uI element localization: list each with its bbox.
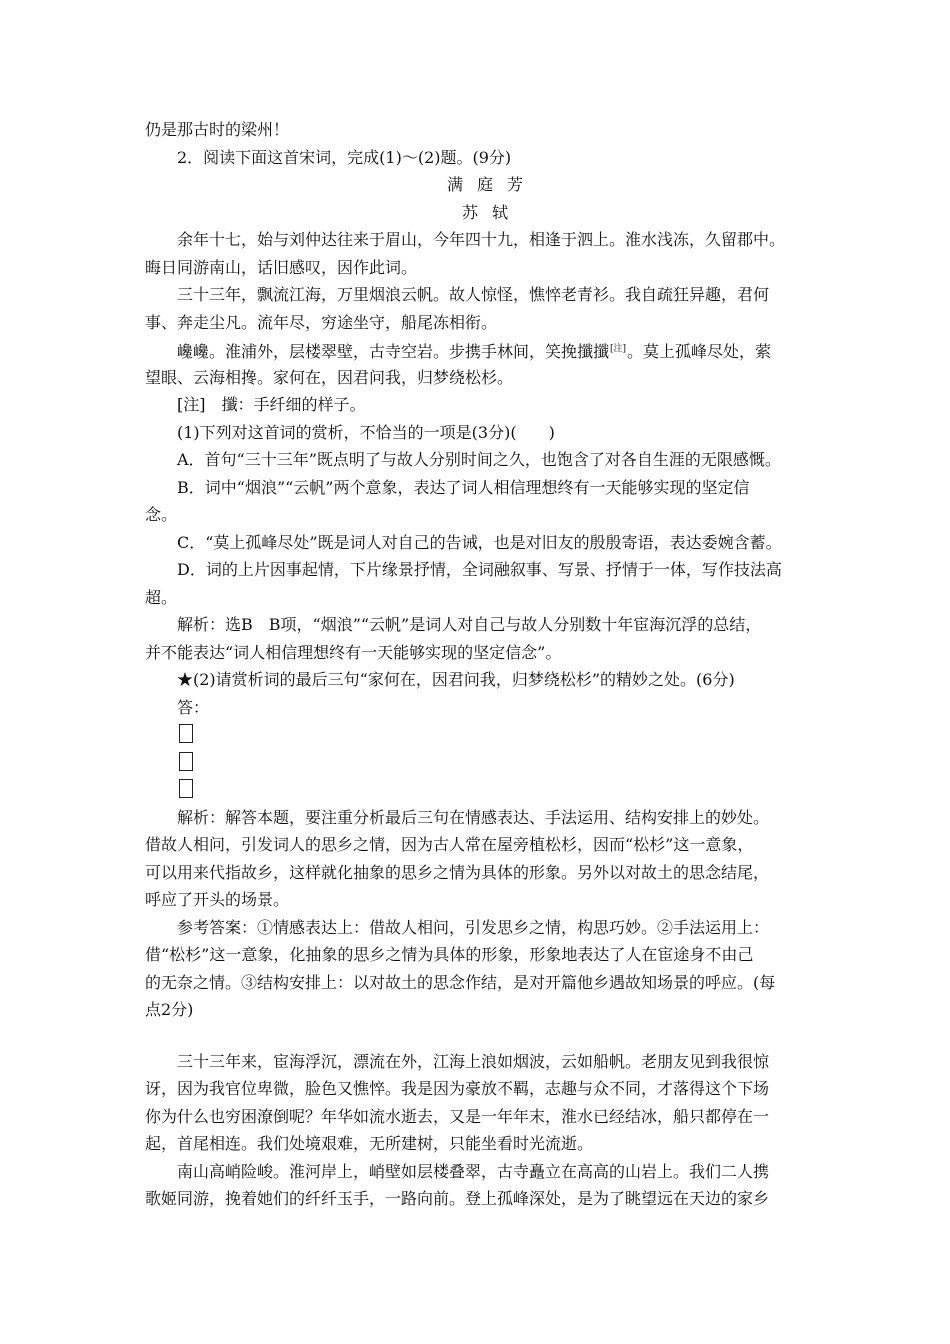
option-c: C．“莫上孤峰尽处”既是词人对自己的告诫，也是对旧友的殷殷寄语，表达委婉含蓄。 xyxy=(177,532,782,552)
option-d-cont: 超。 xyxy=(145,587,178,607)
sub-question: (1)下列对这首词的赏析，不恰当的一项是(3分)( ) xyxy=(177,422,555,442)
translation-line: 起，首尾相连。我们处境艰难，无所建树，只能坐看时光流逝。 xyxy=(145,1134,594,1153)
answer-label: 答： xyxy=(177,697,210,717)
answer-box xyxy=(179,724,193,743)
translation-line: 你为什么也穷困潦倒呢？年华如流水逝去，又是一年年末，淮水已经结冰，船只都停在一 xyxy=(145,1106,770,1126)
analysis-line: 解析：解答本题，要注重分析最后三句在情感表达、手法运用、结构安排上的妙处。 xyxy=(177,807,770,827)
analysis-line: 可以用来代指故乡，这样就化抽象的思乡之情为具体的形象。另外以对故土的思念结尾， xyxy=(145,862,770,882)
text-line: 仍是那古时的梁州！ xyxy=(145,120,290,139)
question-heading: 2．阅读下面这首宋词，完成(1)～(2)题。(9分) xyxy=(177,147,512,167)
analysis-line: 呼应了开头的场景。 xyxy=(145,890,290,909)
answer-box-line xyxy=(145,776,825,804)
sub-question: ★(2)请赏析词的最后三句“家何在，因君问我，归梦绕松杉”的精妙之处。(6分) xyxy=(177,670,735,689)
footnote-marker: [注] xyxy=(610,344,627,354)
option-b: B．词中“烟浪”“云帆”两个意象，表达了词人相信理想终有一天能够实现的坚定信 xyxy=(177,477,750,497)
answer-box-line xyxy=(145,749,825,777)
translation-line: 歌姬同游，挽着她们的纤纤玉手，一路向前。登上孤峰深处，是为了眺望远在天边的家乡 xyxy=(145,1189,770,1208)
reference-answer-line: 借“松杉”这一意象，化抽象的思乡之情为具体的形象，形象地表达了人在宦途身不由己 xyxy=(145,945,754,964)
answer-box xyxy=(179,779,193,798)
poem-line: 事、奔走尘凡。流年尽，穷途坐守，船尾冻相衔。 xyxy=(145,312,498,332)
option-a: A．首句“三十三年”既点明了与故人分别时间之久，也饱含了对各自生涯的无限感慨。 xyxy=(177,450,781,469)
poem-author: 苏轼 xyxy=(461,202,522,222)
poem-title: 满庭芳 xyxy=(446,175,537,194)
answer-box-line xyxy=(145,721,825,749)
preface-line: 余年十七，始与刘仲达往来于眉山，今年四十九，相逢于泗上。淮水浅冻，久留郡中。 xyxy=(177,230,786,249)
reference-answer-line: 点2分) xyxy=(145,1000,194,1019)
analysis-line: 并不能表达“词人相信理想终有一天能够实现的坚定信念”。 xyxy=(145,642,562,662)
option-d: D．词的上片因事起情，下片缘景抒情，全词融叙事、写景、抒情于一体，写作技法高 xyxy=(177,560,782,579)
footnote: [注] 攕：手纤细的样子。 xyxy=(177,395,366,414)
reference-answer-line: 的无奈之情。③结构安排上：以对故土的思念作结，是对开篇他乡遇故知场景的呼应。(每 xyxy=(145,972,776,992)
reference-answer-line: 参考答案：①情感表达上：借故人相问，引发思乡之情，构思巧妙。②手法运用上： xyxy=(177,917,770,937)
poem-line: 望眼、云海相搀。家何在，因君问我，归梦绕松杉。 xyxy=(145,367,514,387)
analysis-line: 解析：选B B项，“烟浪”“云帆”是词人对自己与故人分别数十年宦海沉浮的总结， xyxy=(177,615,762,634)
document-body xyxy=(145,116,825,1213)
preface-line: 晦日同游南山，话旧感叹，因作此词。 xyxy=(145,257,418,277)
translation-line: 南山高峭险峻。淮河岸上，峭壁如层楼叠翠，古寺矗立在高高的山岩上。我们二人携 xyxy=(177,1161,770,1181)
analysis-line: 借故人相问，引发词人的思乡之情，因为古人常在屋旁植松杉，因而“松杉”这一意象， xyxy=(145,835,754,854)
translation-line: 讶，因为我官位卑微，脸色又憔悴。我是因为豪放不羁，志趣与众不同，才落得这个下场 xyxy=(145,1079,770,1098)
answer-box xyxy=(179,752,193,771)
option-b-cont: 念。 xyxy=(145,505,178,524)
poem-line: 巉巉。淮浦外，层楼翠壁，古寺空岩。步携手林间，笑挽攕攕[注]。莫上孤峰尽处，萦 xyxy=(177,342,772,361)
translation-line: 三十三年来，宦海浮沉，漂流在外，江海上浪如烟波，云如船帆。老朋友见到我很惊 xyxy=(177,1051,770,1071)
poem-line: 三十三年，飘流江海，万里烟浪云帆。故人惊怪，憔悴老青衫。我自疏狂异趣，君何 xyxy=(177,285,770,304)
